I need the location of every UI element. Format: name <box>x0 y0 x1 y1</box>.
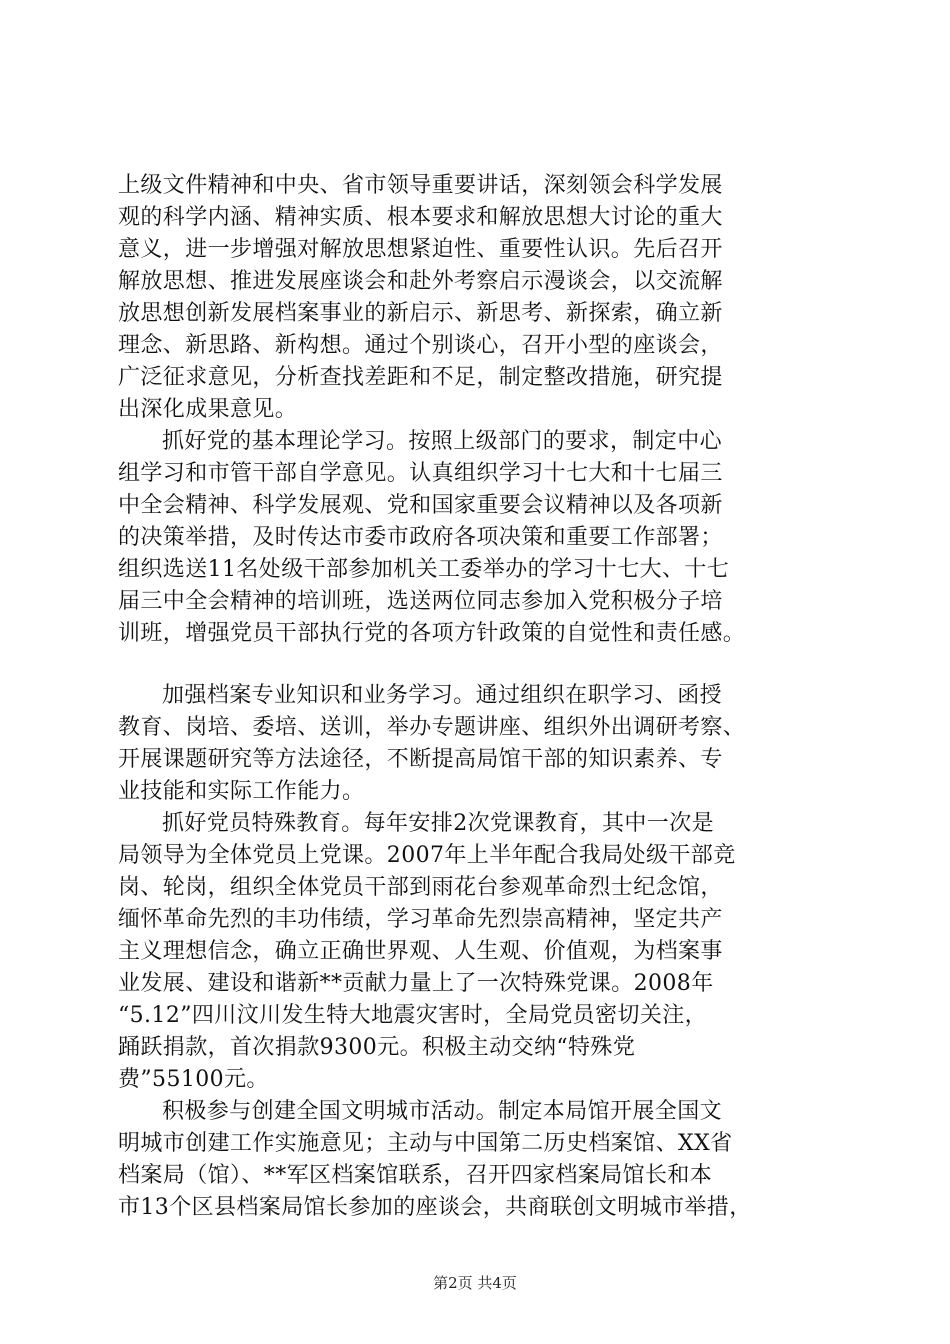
paragraph-5 <box>118 1096 850 1224</box>
text-line: 档案局（馆）、**军区档案馆联系，召开四家档案局馆长和本 <box>118 1163 713 1188</box>
text-line: 开展课题研究等方法途径，不断提高局馆干部的知识素养、专 <box>118 747 723 772</box>
text-line: 上级文件精神和中央、省市领导重要讲话，深刻领会科学发展 <box>118 173 723 198</box>
text-line: 组织选送11名处级干部参加机关工委举办的学习十七大、十七 <box>118 557 730 582</box>
text-line: 放思想创新发展档案事业的新启示、新思考、新探索，确立新 <box>118 301 723 326</box>
text-line: 主义理想信念，确立正确世界观、人生观、价值观，为档案事 <box>118 939 723 964</box>
text-line: 岗、轮岗，组织全体党员干部到雨花台参观革命烈士纪念馆， <box>118 875 723 900</box>
text-line: 观的科学内涵、精神实质、根本要求和解放思想大讨论的重大 <box>118 205 723 230</box>
text-line: 明城市创建工作实施意见；主动与中国第二历史档案馆、XX省 <box>118 1131 733 1156</box>
text-line: 加强档案专业知识和业务学习。通过组织在职学习、函授 <box>162 683 723 708</box>
document-body <box>118 170 850 1224</box>
text-line: 解放思想、推进发展座谈会和赴外考察启示漫谈会，以交流解 <box>118 269 723 294</box>
text-line: 积极参与创建全国文明城市活动。制定本局馆开展全国文 <box>162 1099 723 1124</box>
text-line: 出深化成果意见。 <box>118 397 298 422</box>
text-line: 意义，进一步增强对解放思想紧迫性、重要性认识。先后召开 <box>118 237 723 262</box>
page-number: 第2页 共4页 <box>433 1274 517 1292</box>
text-line: 广泛征求意见，分析查找差距和不足，制定整改措施，研究提 <box>118 365 723 390</box>
paragraph-2 <box>118 426 850 650</box>
text-line: 的决策举措，及时传达市委市政府各项决策和重要工作部署； <box>118 525 723 550</box>
text-line: 训班，增强党员干部执行党的各项方针政策的自觉性和责任感。 <box>118 621 746 646</box>
text-line: 费”55100元。 <box>118 1067 269 1092</box>
text-line: 理念、新思路、新构想。通过个别谈心，召开小型的座谈会， <box>118 333 723 358</box>
text-line: 业发展、建设和谐新**贡献力量上了一次特殊党课。2008年 <box>118 971 714 996</box>
text-line: 缅怀革命先烈的丰功伟绩，学习革命先烈崇高精神，坚定共产 <box>118 907 723 932</box>
paragraph-3 <box>118 680 850 808</box>
text-line: “5.12”四川汶川发生特大地震灾害时，全局党员密切关注， <box>118 1003 708 1028</box>
text-line: 教育、岗培、委培、送训，举办专题讲座、组织外出调研考察、 <box>118 715 746 740</box>
text-line: 市13个区县档案局馆长参加的座谈会，共商联创文明城市举措， <box>118 1195 752 1220</box>
text-line: 届三中全会精神的培训班，选送两位同志参加入党积极分子培 <box>118 589 723 614</box>
page-footer <box>0 1272 950 1293</box>
text-line: 局领导为全体党员上党课。2007年上半年配合我局处级干部竞 <box>118 843 736 868</box>
text-line: 中全会精神、科学发展观、党和国家重要会议精神以及各项新 <box>118 493 723 518</box>
paragraph-spacer <box>118 650 850 680</box>
text-line: 组学习和市管干部自学意见。认真组织学习十七大和十七届三 <box>118 461 723 486</box>
paragraph-4 <box>118 808 850 1096</box>
text-line: 业技能和实际工作能力。 <box>118 779 365 804</box>
paragraph-1 <box>118 170 850 426</box>
text-line: 踊跃捐款，首次捐款9300元。积极主动交纳“特殊党 <box>118 1035 636 1060</box>
text-line: 抓好党的基本理论学习。按照上级部门的要求，制定中心 <box>162 429 723 454</box>
text-line: 抓好党员特殊教育。每年安排2次党课教育，其中一次是 <box>162 811 714 836</box>
